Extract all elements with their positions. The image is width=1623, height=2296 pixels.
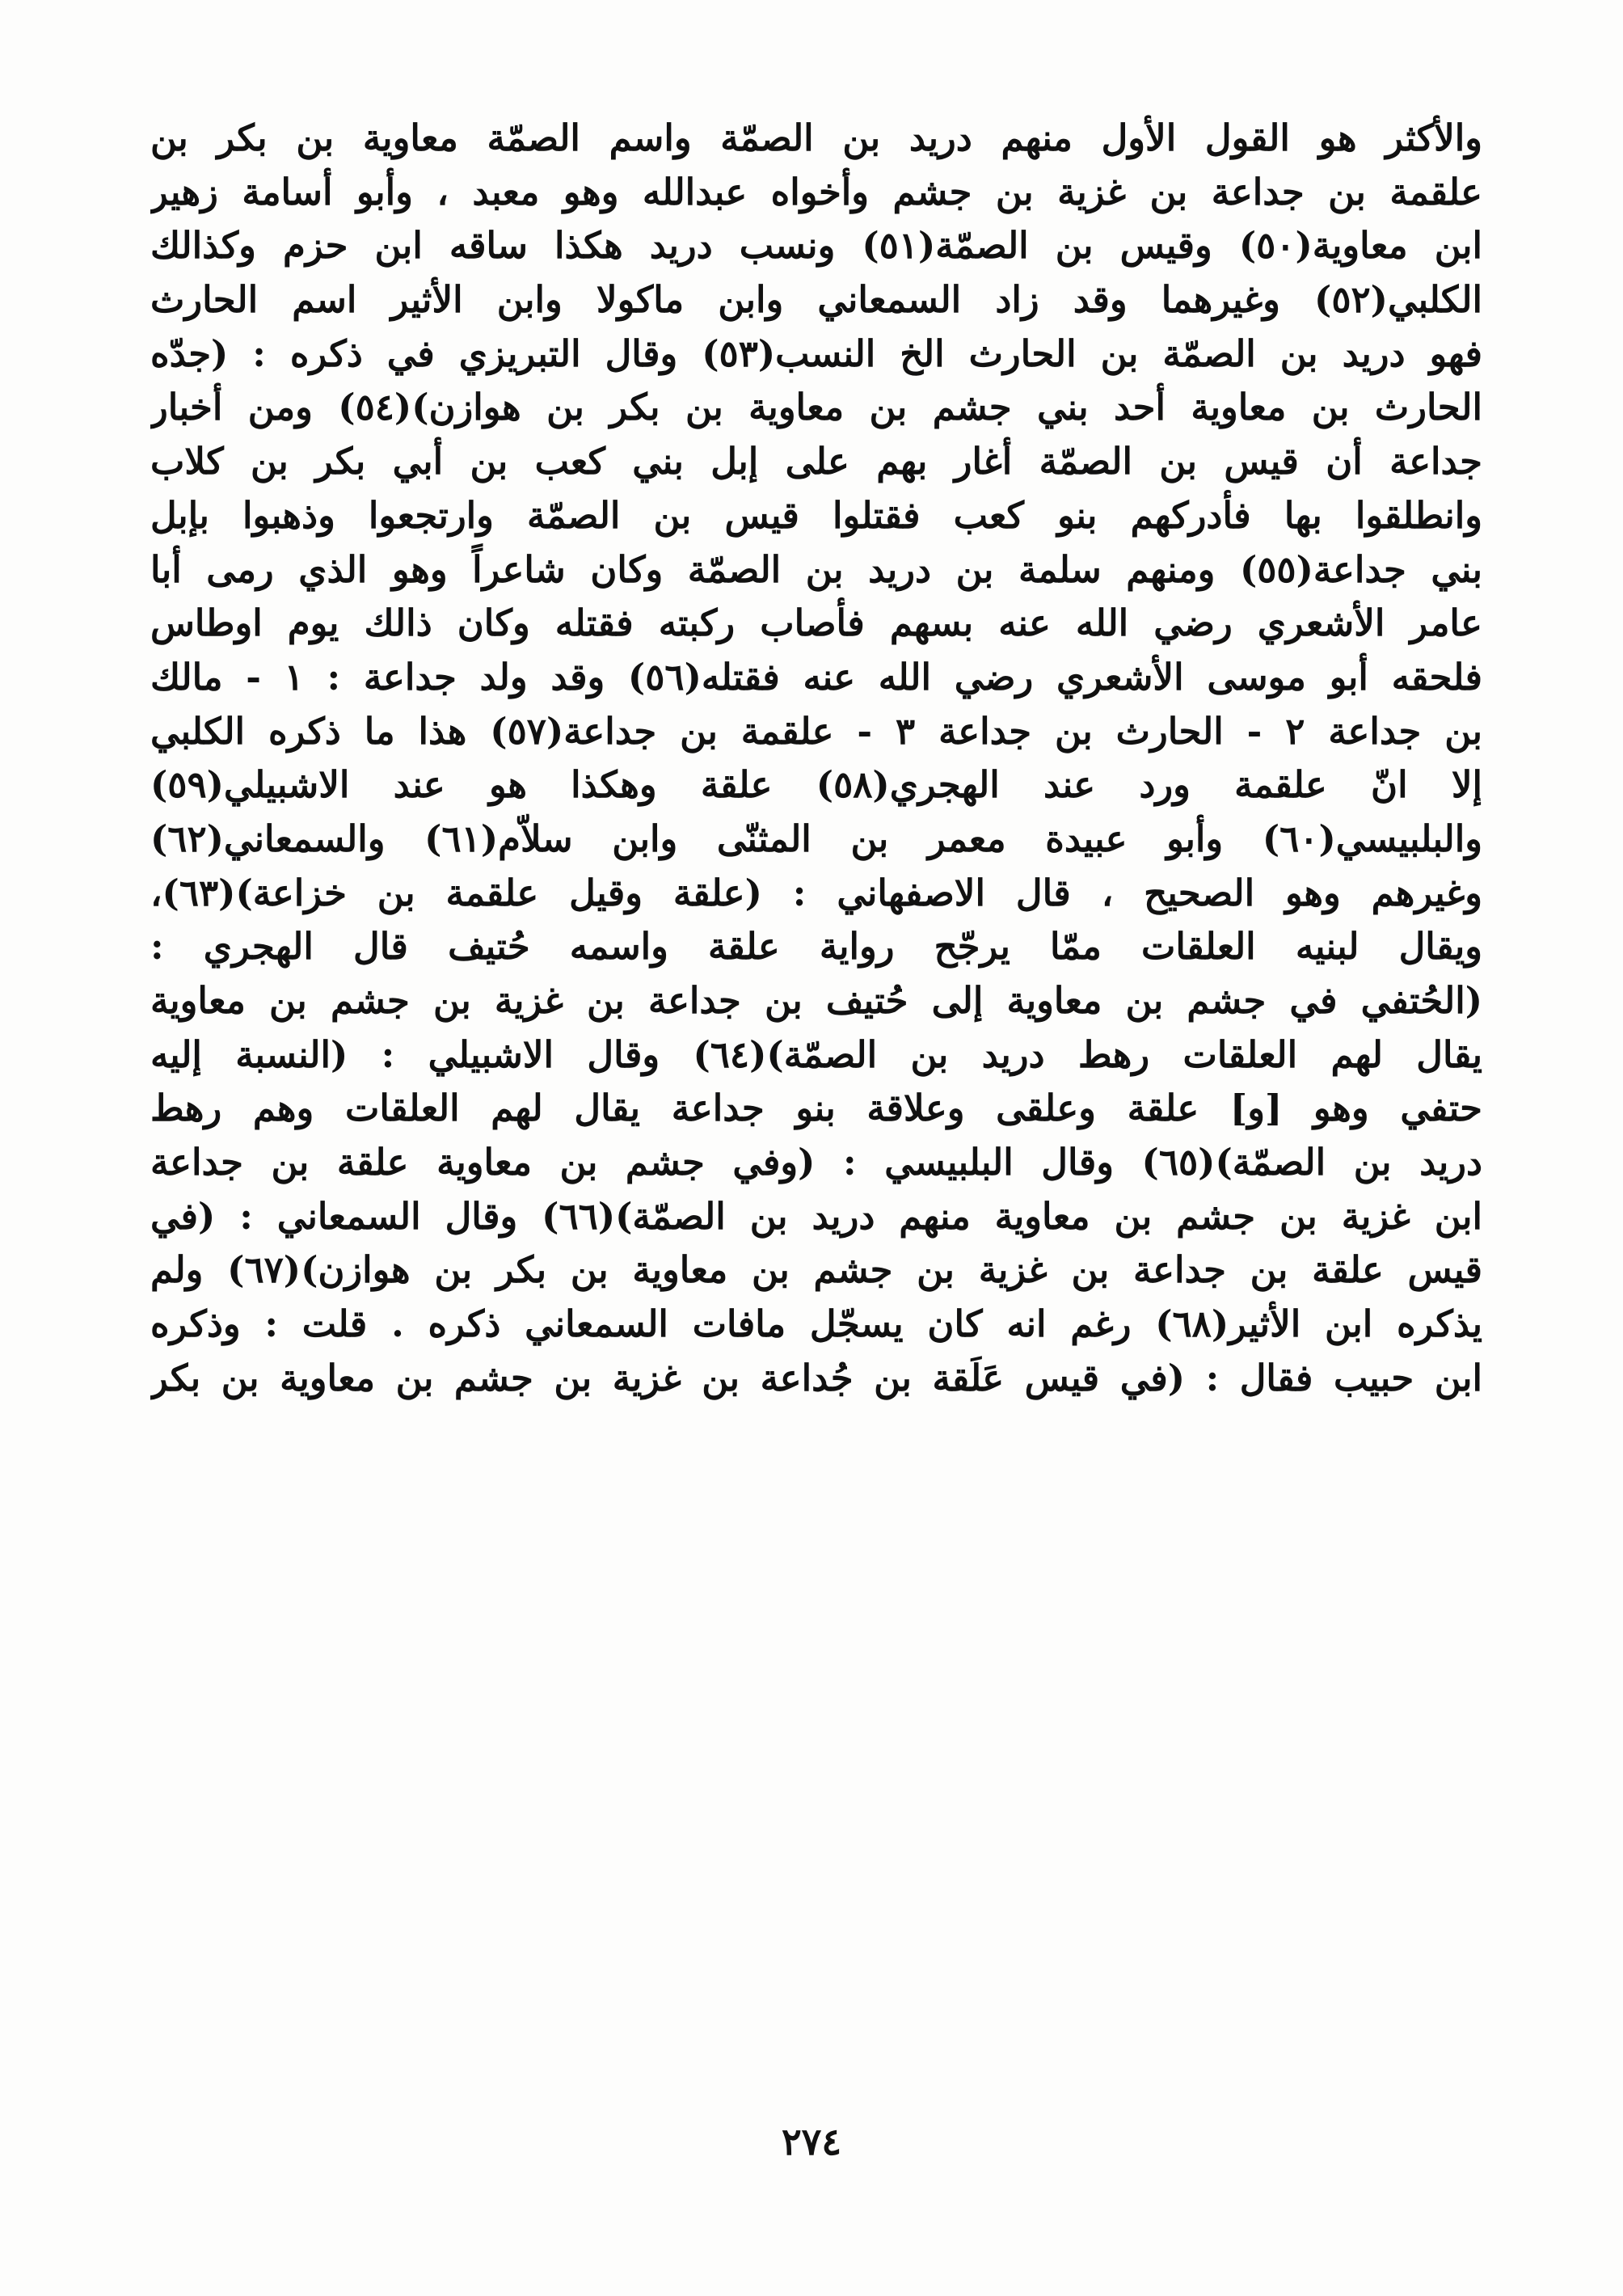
text-line: بني جداعة(٥٥) ومنهم سلمة بن دريد بن الصمّة وكان شاعراً وهو الذي رمى أبا bbox=[150, 547, 1482, 591]
text-line: الكلبي(٥٢) وغيرهما وقد زاد السمعاني وابن ماكولا وابن الأثير اسم الحارث bbox=[150, 278, 1482, 322]
text-line: دريد بن الصمّة)(٦٥) وقال البلبيسي : (وفي جشم بن معاوية علقة بن جداعة bbox=[150, 1141, 1482, 1184]
text-line: فلحقه أبو موسى الأشعري رضي الله عنه فقتله(٥٦) وقد ولد جداعة : ١ - مالك bbox=[150, 655, 1482, 699]
text-line: ابن غزية بن جشم بن معاوية منهم دريد بن الصمّة)(٦٦) وقال السمعاني : (في bbox=[150, 1194, 1482, 1238]
text-line: والبلبيسي(٦٠) وأبو عبيدة معمر بن المثنّى وابن سلاّم(٦١) والسمعاني(٦٢) bbox=[150, 817, 1482, 860]
text-line: ويقال لبنيه العلقات ممّا يرجّح رواية علقة واسمه حُتيف قال الهجري : bbox=[150, 925, 1482, 969]
text-line: حتفي وهو [و] علقة وعلقى وعلاقة بنو جداعة يقال لهم العلقات وهم رهط bbox=[150, 1087, 1482, 1130]
text-line: والأكثر هو القول الأول منهم دريد بن الصمّة واسم الصمّة معاوية بن بكر بن bbox=[150, 116, 1482, 159]
text-line: فهو دريد بن الصمّة بن الحارث الخ النسب(٥٣) وقال التبريزي في ذكره : (جدّه bbox=[150, 331, 1482, 375]
text-line: قيس علقة بن جداعة بن غزية بن جشم بن معاوية بن بكر بن هوازن)(٦٧) ولم bbox=[150, 1248, 1482, 1292]
body-text bbox=[150, 112, 1482, 1406]
text-line: وغيرهم وهو الصحيح ، قال الاصفهاني : (علقة وقيل علقمة بن خزاعة)(٦٣)، bbox=[150, 871, 1482, 914]
text-line: علقمة بن جداعة بن غزية بن جشم وأخواه عبدالله وهو معبد ، وأبو أسامة زهير bbox=[150, 170, 1482, 213]
text-line: ابن معاوية(٥٠) وقيس بن الصمّة(٥١) ونسب دريد هكذا ساقه ابن حزم وكذالك bbox=[150, 224, 1482, 268]
text-line: يقال لهم العلقات رهط دريد بن الصمّة)(٦٤) وقال الاشبيلي : (النسبة إليه bbox=[150, 1032, 1482, 1076]
text-line: عامر الأشعري رضي الله عنه بسهم فأصاب ركبته فقتله وكان ذالك يوم اوطاس bbox=[150, 601, 1482, 645]
page-number: ٢٧٤ bbox=[781, 2120, 842, 2163]
text-line: وانطلقوا بها فأدركهم بنو كعب فقتلوا قيس بن الصمّة وارتجعوا وذهبوا بإبل bbox=[150, 493, 1482, 537]
text-line: بن جداعة ٢ - الحارث بن جداعة ٣ - علقمة بن جداعة(٥٧) هذا ما ذكره الكلبي bbox=[150, 709, 1482, 753]
text-line: ابن حبيب فقال : (في قيس عَلَقة بن جُداعة بن غزية بن جشم بن معاوية بن بكر bbox=[150, 1356, 1482, 1399]
text-line: يذكره ابن الأثير(٦٨) رغم انه كان يسجّل مافات السمعاني ذكره . قلت : وذكره bbox=[150, 1302, 1482, 1346]
text-line: الحارث بن معاوية أحد بني جشم بن معاوية بن بكر بن هوازن)(٥٤) ومن أخبار bbox=[150, 386, 1482, 429]
text-line: إلا انّ علقمة ورد عند الهجري(٥٨) علقة وهكذا هو عند الاشبيلي(٥٩) bbox=[150, 763, 1482, 807]
text-line: جداعة أن قيس بن الصمّة أغار بهم على إبل بني كعب بن أبي بكر بن كلاب bbox=[150, 440, 1482, 483]
text-line: (الحُتفي في جشم بن معاوية إلى حُتيف بن جداعة بن غزية بن جشم بن معاوية bbox=[150, 979, 1482, 1022]
